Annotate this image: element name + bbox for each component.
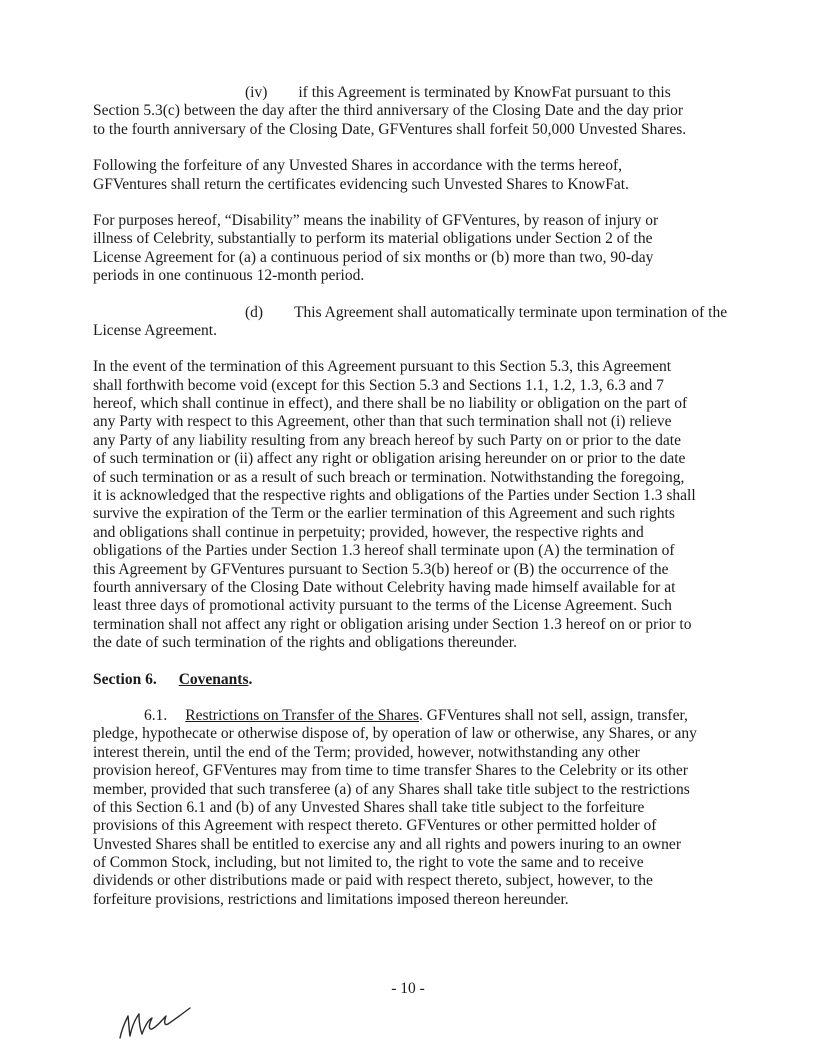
text-line: member, provided that such transferee (a) of any Shares shall take title subject to the restrictions [93, 780, 690, 798]
text-line: the date of such termination of the rights and obligations thereunder. [93, 634, 517, 652]
text-line: hereof, which shall continue in effect), and there shall be no liability or obligation on the part of [93, 395, 688, 413]
text-line: fourth anniversary of the Closing Date without Celebrity having made himself available for at [93, 578, 676, 596]
document-body [93, 84, 733, 909]
text-line: it is acknowledged that the respective rights and obligations of the Parties under Section 1.3 shall [93, 487, 696, 505]
text-line: shall forthwith become void (except for this Section 5.3 and Sections 1.1, 1.2, 1.3, 6.3 and 7 [93, 376, 664, 394]
text-line: provisions of this Agreement with respect thereto. GFVentures or other permitted holder of [93, 817, 657, 835]
text-line: of such termination or as a result of such breach or termination. Notwithstanding the foregoing, [93, 468, 685, 486]
text-line: of such termination or (ii) affect any right or obligation arising hereunder on or prior to the date [93, 450, 686, 468]
text-line: provision hereof, GFVentures may from time to time transfer Shares to the Celebrity or its other [93, 762, 688, 780]
text-line: of this Section 6.1 and (b) of any Unvested Shares shall take title subject to the forfeiture [93, 798, 645, 816]
section-number: Section 6. [93, 670, 157, 688]
text-line: periods in one continuous 12-month period. [93, 267, 365, 285]
text-line: Section 5.3(c) between the day after the third anniversary of the Closing Date and the day prior [93, 102, 684, 120]
text-line: License Agreement. [93, 321, 217, 339]
text-line: Following the forfeiture of any Unvested Shares in accordance with the terms hereof, [93, 157, 622, 175]
text-line: (iv) if this Agreement is terminated by KnowFat pursuant to this [245, 84, 671, 101]
text-line: forfeiture provisions, restrictions and limitations imposed thereon hereunder. [93, 890, 569, 908]
text-line: termination shall not affect any right or obligation arising under Section 1.3 hereof on or prior to [93, 615, 692, 633]
text-line: illness of Celebrity, substantially to perform its material obligations under Section 2 of the [93, 230, 653, 248]
text-line: to the fourth anniversary of the Closing Date, GFVentures shall forfeit 50,000 Unvested Shares. [93, 120, 687, 138]
text-line [93, 707, 733, 725]
text-line: dividends or other distributions made or paid with respect thereto, subject, however, to the [93, 872, 653, 890]
subsection-text: . GFVentures shall not sell, assign, transfer, [419, 706, 688, 724]
text-line: pledge, hypothecate or otherwise dispose of, by operation of law or otherwise, any Shares, or any [93, 725, 697, 743]
text-line: any Party with respect to this Agreement, other than that such termination shall not (i) relieve [93, 413, 672, 431]
text-line: (d) This Agreement shall automatically terminate upon termination of the [245, 303, 728, 321]
text-line: Unvested Shares shall be entitled to exercise any and all rights and powers inuring to an owner [93, 835, 681, 853]
paragraph-iv [93, 84, 733, 139]
text-line: of Common Stock, including, but not limited to, the right to vote the same and to receive [93, 854, 644, 872]
text-line: obligations of the Parties under Section 1.3 hereof shall terminate upon (A) the termination of [93, 542, 675, 560]
text-line: interest therein, until the end of the Term; provided, however, notwithstanding any other [93, 743, 640, 761]
section-title-period: . [248, 670, 253, 688]
text-line: survive the expiration of the Term or the earlier termination of this Agreement and such rights [93, 505, 675, 523]
paragraph-forfeiture-return [93, 157, 733, 194]
text-line: In the event of the termination of this Agreement pursuant to this Section 5.3, this Agreement [93, 358, 672, 376]
subsection-heading: Restrictions on Transfer of the Shares [185, 706, 420, 724]
text-line: GFVentures shall return the certificates evidencing such Unvested Shares to KnowFat. [93, 175, 629, 193]
text-line: For purposes hereof, “Disability” means the inability of GFVentures, by reason of injury or [93, 211, 659, 229]
section-6-heading [93, 671, 733, 689]
text-line: least three days of promotional activity pursuant to the terms of the License Agreement. Such [93, 597, 672, 615]
text-line: this Agreement by GFVentures pursuant to Section 5.3(b) hereof or (B) the occurrence of the [93, 560, 669, 578]
paragraph-6-1 [93, 707, 733, 909]
section-title: Covenants [178, 670, 249, 688]
paragraph-disability-definition [93, 212, 733, 286]
page-number: - 10 - [391, 980, 425, 997]
text-line: and obligations shall continue in perpetuity; provided, however, the respective rights and [93, 523, 644, 541]
text-line: any Party of any liability resulting from any breach hereof by such Party on or prior to the date [93, 431, 681, 449]
subsection-number: 6.1. [144, 706, 168, 724]
paragraph-d [93, 304, 733, 341]
paragraph-termination-effect [93, 358, 733, 652]
handwritten-initials [112, 996, 212, 1046]
text-line: License Agreement for (a) a continuous period of six months or (b) more than two, 90-day [93, 248, 654, 266]
